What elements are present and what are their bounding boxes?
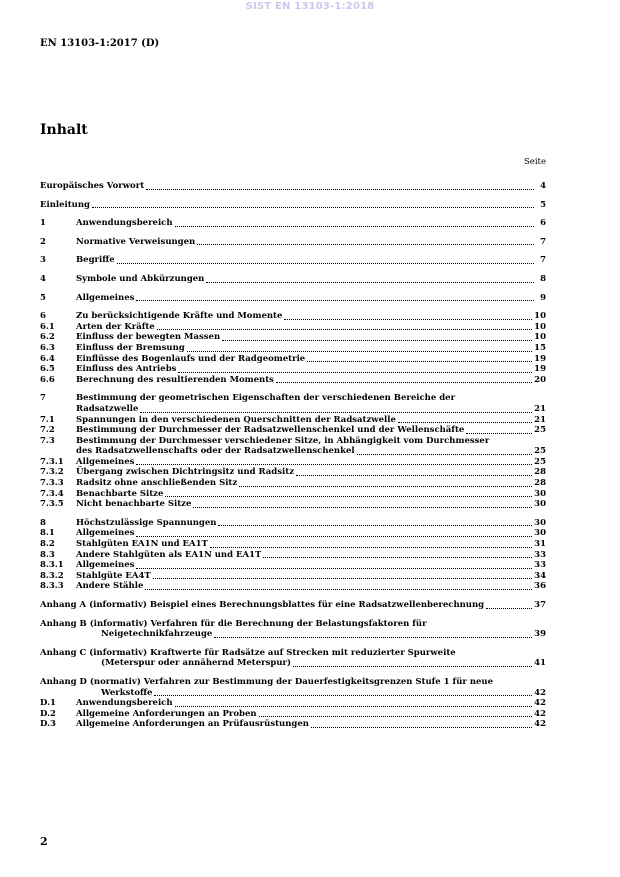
- leader-dots: [136, 300, 534, 301]
- toc-entry-page: 25: [534, 446, 546, 457]
- toc-entry-title: Allgemeine Anforderungen an Proben: [76, 708, 257, 719]
- leader-dots: [165, 496, 532, 497]
- toc-entry-number: 7.3.1: [40, 456, 64, 467]
- toc-entry-title: Neigetechnikfahrzeuge: [101, 629, 213, 640]
- toc-entry-page: 30: [534, 528, 546, 539]
- toc-entry[interactable]: [40, 425, 546, 436]
- leader-dots: [222, 340, 532, 341]
- toc-entry-title-line: Bestimmung der geometrischen Eigenschaften der verschiedenen Bereiche der: [76, 393, 456, 404]
- toc-entry-number: 7.3.3: [40, 478, 64, 489]
- toc-entry-page: 33: [534, 560, 546, 571]
- toc-entry[interactable]: [40, 457, 546, 468]
- toc-entry-page: 37: [534, 600, 546, 610]
- toc-entry[interactable]: [40, 648, 546, 669]
- toc-entry-title-line: Anhang C (informativ) Kraftwerte für Radsätze auf Strecken mit reduzierter Spurweite: [40, 647, 456, 658]
- toc-entry-title: Normative Verweisungen: [76, 236, 196, 247]
- toc-entry-title: Allgemeines: [76, 292, 135, 303]
- toc-entry-title: Allgemeines: [76, 456, 135, 467]
- toc-entry[interactable]: [40, 375, 546, 386]
- toc-entry-page: 28: [534, 467, 546, 478]
- toc-entry-number: 6.6: [40, 374, 55, 385]
- toc-entry-page: 25: [534, 456, 546, 467]
- toc-entry[interactable]: [40, 619, 546, 640]
- toc-entry-title: Allgemeines: [76, 560, 135, 571]
- leader-dots: [136, 464, 532, 465]
- toc-entry-page: 42: [534, 708, 546, 719]
- toc-entry-title: Benachbarte Sitze: [76, 488, 164, 499]
- toc-entry-number: 7.3.2: [40, 467, 64, 478]
- leader-dots: [193, 507, 532, 508]
- toc-entry-title: Bestimmung der Durchmesser der Radsatzwellenschenkel und der Wellenschäfte: [76, 425, 465, 436]
- toc-entry[interactable]: [40, 719, 546, 730]
- toc-entry-number: 6: [40, 311, 46, 322]
- toc-entry-title: Andere Stahlgüten als EA1N und EA1T: [76, 549, 262, 560]
- toc-entry-number: 6.2: [40, 332, 55, 343]
- toc-entry-title: des Radsatzwellenschafts oder der Radsatzwellenschenkel: [76, 446, 355, 457]
- toc-entry-title: Anwendungsbereich: [76, 218, 173, 229]
- table-of-contents: [40, 181, 546, 730]
- toc-entry-title: Höchstzulässige Spannungen: [76, 517, 217, 528]
- toc-entry-title: Einfluss des Antriebs: [76, 364, 177, 375]
- toc-entry-title: Radsitz ohne anschließenden Sitz: [76, 478, 238, 489]
- toc-entry-page: 19: [534, 353, 546, 364]
- toc-entry-page: 34: [534, 570, 546, 581]
- leader-dots: [307, 361, 532, 362]
- toc-entry-page: 42: [534, 719, 546, 730]
- toc-entry[interactable]: [40, 709, 546, 720]
- toc-entry-page: 8: [540, 273, 546, 284]
- toc-entry-title: Werkstoffe: [101, 687, 153, 698]
- toc-entry-title: Stahlgüte EA4T: [76, 570, 151, 581]
- toc-entry[interactable]: [40, 581, 546, 592]
- leader-dots: [145, 589, 532, 590]
- page-title: Inhalt: [40, 122, 88, 138]
- leader-dots: [296, 475, 532, 476]
- toc-entry-number: 8.3: [40, 549, 55, 560]
- toc-entry-page: 42: [534, 687, 546, 698]
- toc-entry-page: 4: [540, 181, 546, 191]
- toc-entry-title: (Meterspur oder annähernd Meterspur): [101, 658, 292, 669]
- leader-dots: [117, 263, 534, 264]
- leader-dots: [466, 433, 532, 434]
- toc-entry-page: 10: [534, 321, 546, 332]
- leader-dots: [175, 226, 534, 227]
- toc-entry[interactable]: [40, 311, 546, 322]
- toc-entry[interactable]: [40, 499, 546, 510]
- toc-entry[interactable]: [40, 293, 546, 304]
- toc-entry-title: Anhang A (informativ) Beispiel eines Berechnungsblattes für eine Radsatzwellenberechnung: [40, 600, 485, 610]
- toc-entry[interactable]: [40, 415, 546, 426]
- toc-entry-title: Symbole und Abkürzungen: [76, 273, 205, 284]
- toc-entry-number: 3: [40, 255, 46, 266]
- toc-entry[interactable]: [40, 393, 546, 414]
- leader-dots: [239, 486, 532, 487]
- toc-entry[interactable]: [40, 322, 546, 333]
- toc-entry-page: 5: [540, 199, 546, 210]
- toc-entry-number: 8: [40, 517, 46, 528]
- toc-entry-page: 25: [534, 425, 546, 436]
- toc-entry-number: 6.3: [40, 342, 55, 353]
- toc-entry-number: 7.3.5: [40, 499, 64, 510]
- seite-label: Seite: [523, 157, 546, 167]
- toc-entry-title: Berechnung des resultierenden Moments: [76, 374, 274, 385]
- leader-dots: [178, 372, 532, 373]
- leader-dots: [175, 706, 533, 707]
- toc-entry-page: 33: [534, 549, 546, 560]
- toc-entry-number: 8.1: [40, 528, 55, 539]
- toc-entry-title-line: Bestimmung der Durchmesser verschiedener Sitze, in Abhängigkeit vom Durchmesser: [76, 435, 490, 446]
- toc-entry-number: 6.1: [40, 321, 55, 332]
- toc-entry-title-line: Anhang B (informativ) Verfahren für die Berechnung der Belastungsfaktoren für: [40, 618, 427, 629]
- toc-entry-page: 31: [534, 539, 546, 550]
- toc-entry-number: 8.3.1: [40, 560, 64, 571]
- toc-entry-title: Anwendungsbereich: [76, 698, 173, 709]
- page-number: 2: [40, 835, 48, 848]
- toc-entry-page: 41: [534, 658, 546, 669]
- toc-entry-page: 21: [534, 403, 546, 414]
- toc-entry-number: 7.1: [40, 414, 55, 425]
- leader-dots: [276, 382, 532, 383]
- leader-dots: [140, 412, 532, 413]
- watermark: SIST EN 13103-1:2018: [245, 1, 375, 12]
- toc-entry-title: Allgemeine Anforderungen an Prüfausrüstungen: [76, 719, 309, 730]
- document-id: EN 13103-1:2017 (D): [40, 38, 160, 49]
- toc-entry[interactable]: [40, 467, 546, 478]
- toc-entry[interactable]: [40, 343, 546, 354]
- toc-entry-number: D.2: [40, 708, 56, 719]
- toc-entry-number: 8.3.2: [40, 570, 64, 581]
- leader-dots: [284, 319, 532, 320]
- toc-entry[interactable]: [40, 354, 546, 365]
- toc-entry[interactable]: [40, 698, 546, 709]
- toc-entry-page: 39: [534, 629, 546, 640]
- toc-entry[interactable]: [40, 255, 546, 266]
- toc-entry-page: 10: [534, 332, 546, 343]
- toc-entry-page: 6: [540, 218, 546, 229]
- toc-entry-title: Allgemeines: [76, 528, 135, 539]
- toc-entry-page: 36: [534, 581, 546, 592]
- leader-dots: [214, 637, 532, 638]
- leader-dots: [259, 716, 533, 717]
- toc-entry-page: 30: [534, 488, 546, 499]
- toc-entry[interactable]: [40, 436, 546, 457]
- leader-dots: [197, 244, 534, 245]
- toc-entry-number: D.3: [40, 719, 56, 730]
- toc-entry-page: 30: [534, 517, 546, 528]
- toc-entry-number: 1: [40, 218, 46, 229]
- leader-dots: [263, 557, 532, 558]
- leader-dots: [357, 454, 533, 455]
- toc-entry-number: 7.3: [40, 435, 55, 446]
- toc-entry-title: Andere Stähle: [76, 581, 144, 592]
- toc-entry[interactable]: [40, 539, 546, 550]
- toc-entry-number: 2: [40, 236, 46, 247]
- leader-dots: [136, 568, 532, 569]
- toc-entry[interactable]: [40, 181, 546, 192]
- toc-entry-number: 7: [40, 393, 46, 404]
- toc-entry-title: Arten der Kräfte: [76, 321, 155, 332]
- leader-dots: [311, 727, 532, 728]
- toc-entry-number: 8.3.3: [40, 581, 64, 592]
- toc-entry[interactable]: [40, 237, 546, 248]
- toc-entry[interactable]: [40, 528, 546, 539]
- toc-entry[interactable]: [40, 489, 546, 500]
- toc-entry[interactable]: [40, 332, 546, 343]
- toc-entry[interactable]: [40, 274, 546, 285]
- toc-entry-page: 10: [534, 311, 546, 322]
- toc-entry-page: 30: [534, 499, 546, 510]
- leader-dots: [293, 666, 532, 667]
- toc-entry[interactable]: [40, 550, 546, 561]
- toc-entry[interactable]: [40, 571, 546, 582]
- toc-entry[interactable]: [40, 478, 546, 489]
- toc-entry[interactable]: [40, 560, 546, 571]
- toc-entry-title: Übergang zwischen Dichtringsitz und Radsitz: [76, 467, 295, 478]
- leader-dots: [136, 536, 532, 537]
- toc-entry-number: 6.5: [40, 364, 55, 375]
- leader-dots: [218, 525, 532, 526]
- toc-entry[interactable]: [40, 364, 546, 375]
- toc-entry-page: 28: [534, 478, 546, 489]
- toc-entry[interactable]: [40, 200, 546, 211]
- leader-dots: [153, 578, 532, 579]
- toc-entry[interactable]: [40, 218, 546, 229]
- toc-entry-number: D.1: [40, 698, 56, 709]
- toc-entry-page: 21: [534, 414, 546, 425]
- toc-entry-number: 8.2: [40, 539, 55, 550]
- leader-dots: [92, 207, 534, 208]
- leader-dots: [206, 282, 534, 283]
- toc-entry-title: Begriffe: [76, 255, 115, 266]
- toc-entry-title: Europäisches Vorwort: [40, 181, 145, 191]
- leader-dots: [486, 608, 532, 609]
- toc-entry[interactable]: [40, 600, 546, 611]
- toc-entry-number: 5: [40, 292, 46, 303]
- toc-entry[interactable]: [40, 518, 546, 529]
- toc-entry-title: Einflüsse des Bogenlaufs und der Radgeometrie: [76, 353, 306, 364]
- toc-entry-page: 19: [534, 364, 546, 375]
- toc-entry-number: 4: [40, 273, 46, 284]
- leader-dots: [187, 351, 532, 352]
- toc-entry-number: 7.3.4: [40, 488, 64, 499]
- leader-dots: [157, 329, 532, 330]
- leader-dots: [154, 695, 532, 696]
- toc-entry-title: Spannungen in den verschiedenen Querschnitten der Radsatzwelle: [76, 414, 396, 425]
- leader-dots: [146, 189, 534, 190]
- toc-entry[interactable]: [40, 677, 546, 698]
- toc-entry-page: 15: [534, 342, 546, 353]
- toc-entry-title: Stahlgüten EA1N und EA1T: [76, 539, 208, 550]
- toc-entry-page: 7: [540, 255, 546, 266]
- toc-entry-title: Einfluss der Bremsung: [76, 342, 185, 353]
- toc-entry-title: Zu berücksichtigende Kräfte und Momente: [76, 311, 283, 322]
- toc-entry-page: 20: [534, 374, 546, 385]
- toc-entry-title: Nicht benachbarte Sitze: [76, 499, 192, 510]
- leader-dots: [398, 422, 532, 423]
- toc-entry-title: Einleitung: [40, 199, 90, 210]
- toc-entry-title: Einfluss der bewegten Massen: [76, 332, 221, 343]
- toc-entry-page: 7: [540, 236, 546, 247]
- toc-entry-number: 7.2: [40, 425, 55, 436]
- toc-entry-page: 9: [540, 292, 546, 303]
- leader-dots: [210, 547, 532, 548]
- toc-entry-title: Radsatzwelle: [76, 403, 139, 414]
- toc-entry-title-line: Anhang D (normativ) Verfahren zur Bestimmung der Dauerfestigkeitsgrenzen Stufe 1 für neue: [40, 676, 493, 687]
- toc-entry-page: 42: [534, 698, 546, 709]
- toc-entry-number: 6.4: [40, 353, 55, 364]
